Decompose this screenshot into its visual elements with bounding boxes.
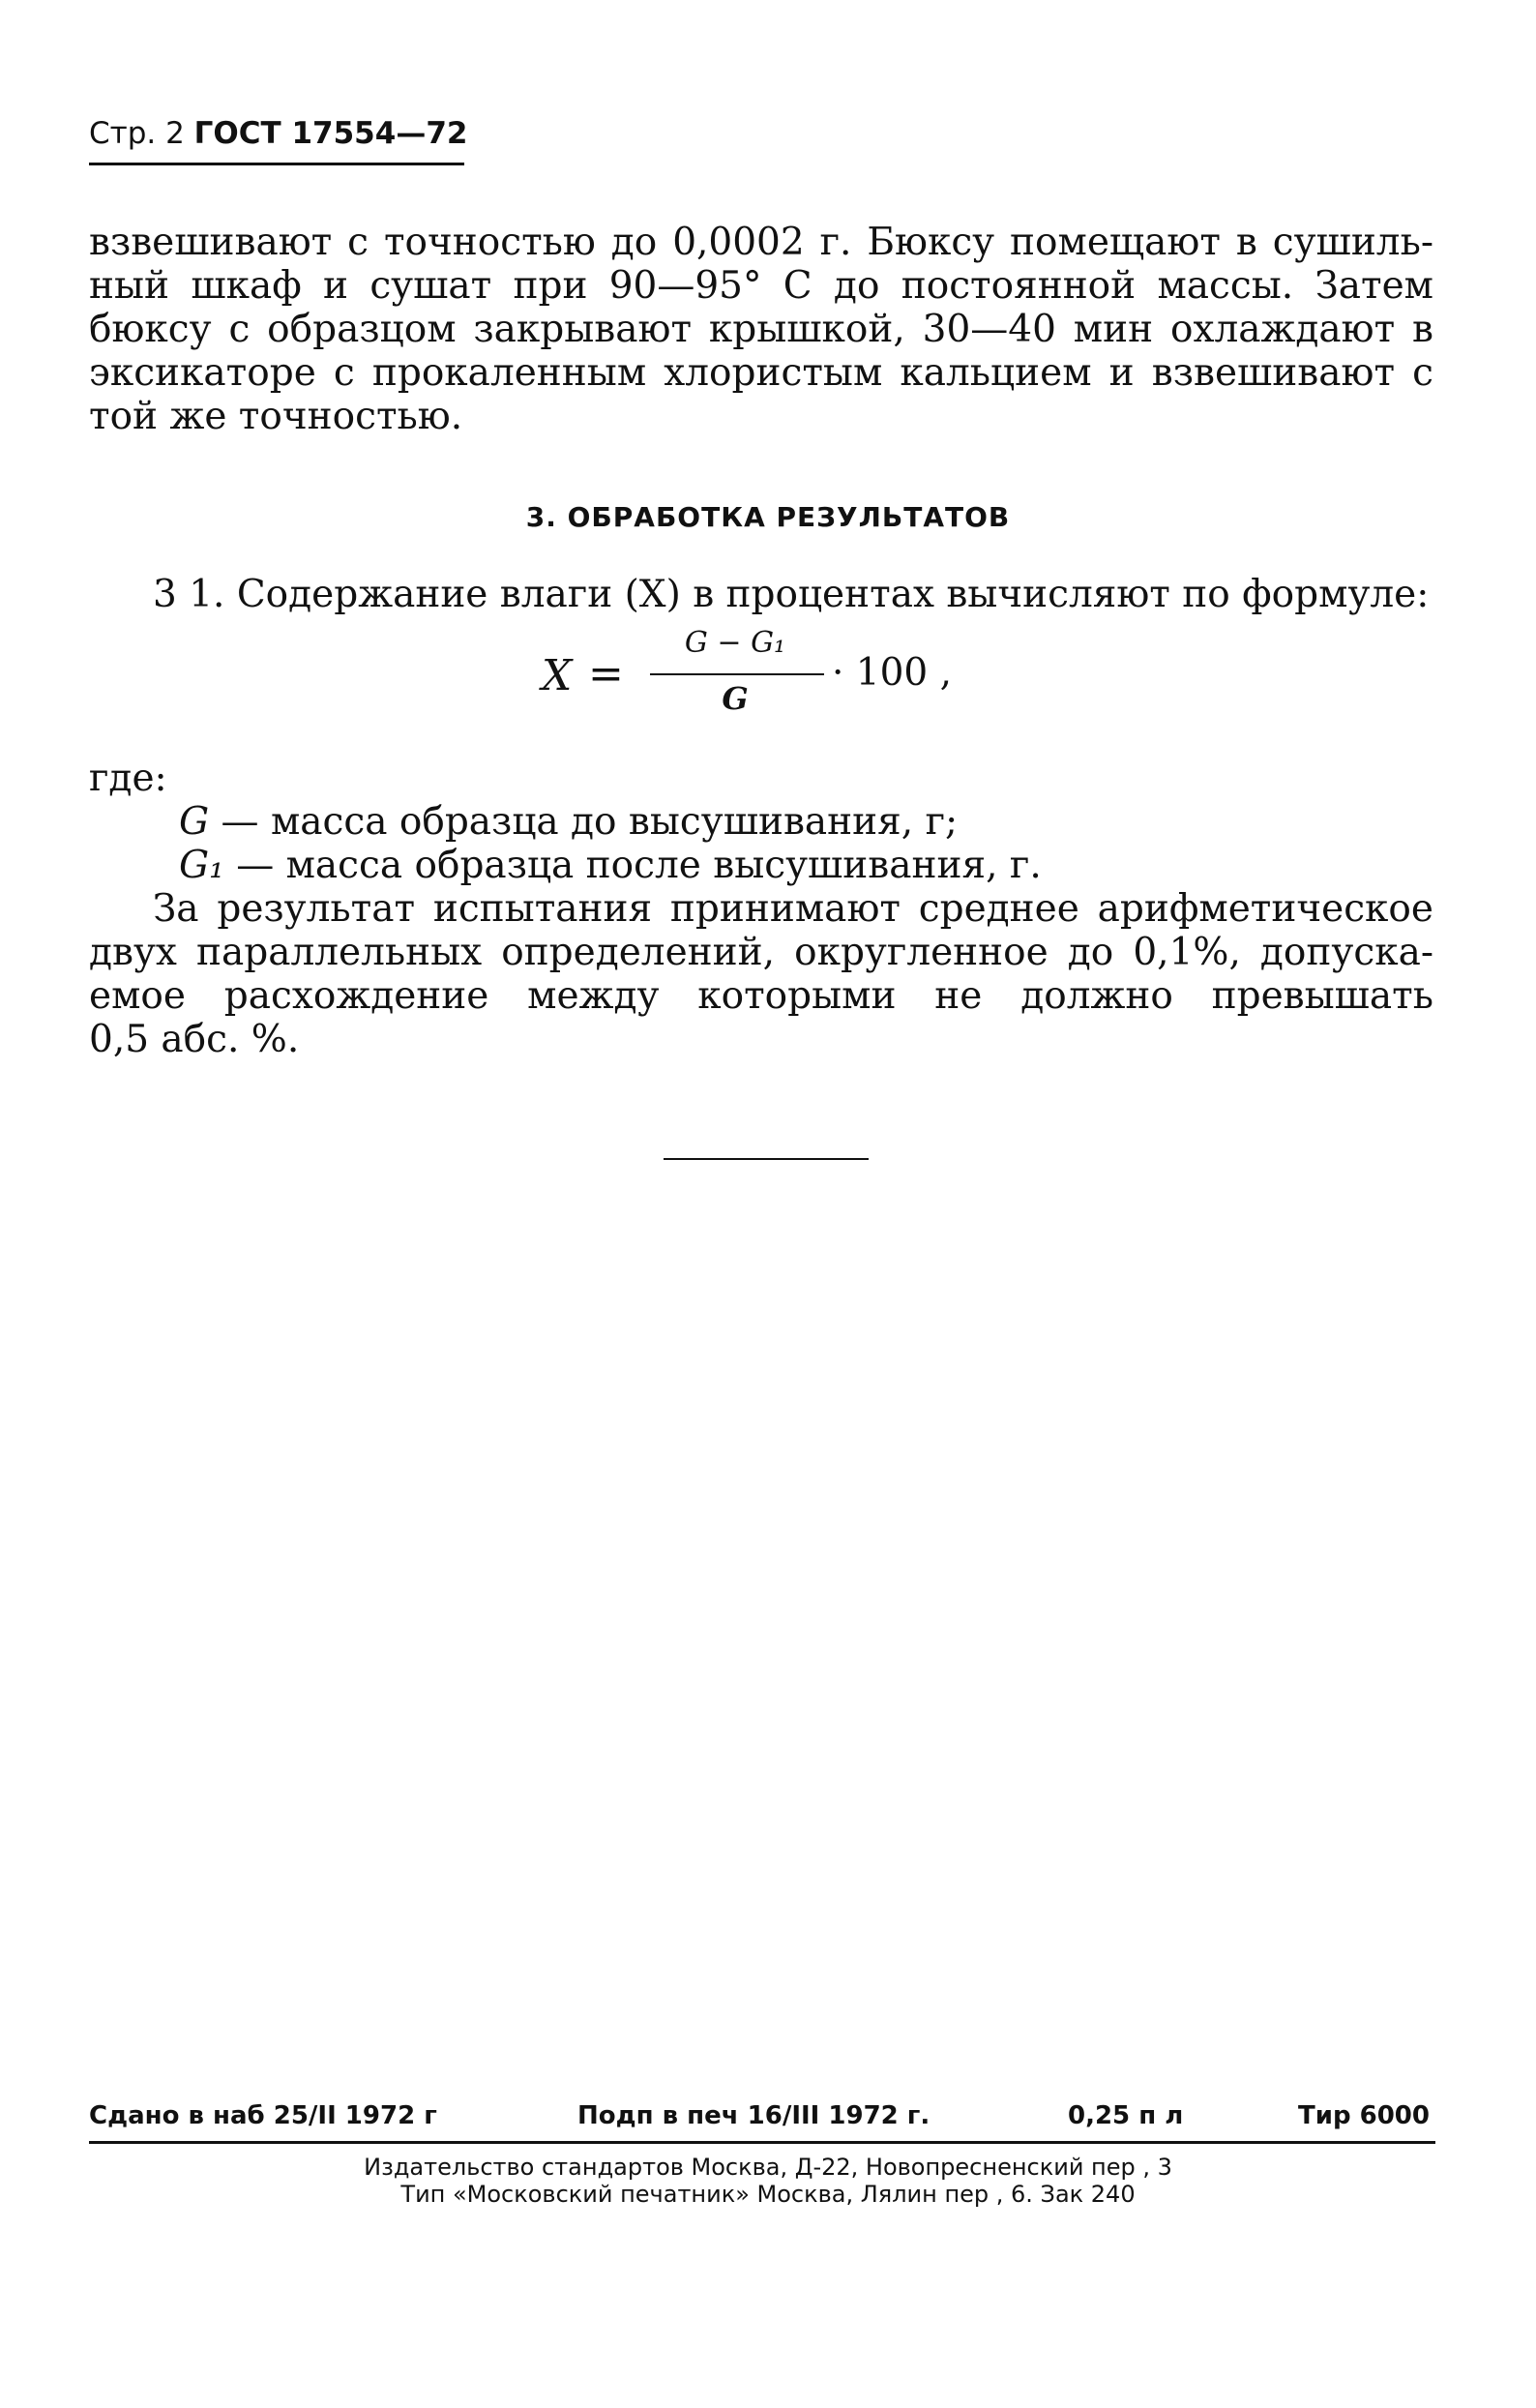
formula-denominator: G [722, 680, 749, 717]
clause-3-1: 3 1. Содержание влаги (X) в процентах вычисляют по формуле: [153, 573, 1430, 616]
imprint-submitted: Сдано в наб 25/II 1972 г [89, 2101, 437, 2130]
definition-g1 [179, 844, 1042, 887]
end-of-text-rule [664, 1158, 869, 1160]
formula-numerator: G − G₁ [684, 626, 786, 660]
where-label: где: [89, 757, 167, 800]
definition-g [179, 800, 958, 844]
formula-equals: = [588, 649, 624, 699]
paragraph-line: взвешивают с точностью до 0,0002 г. Бюксу помещают в сушиль- [89, 221, 1433, 264]
definition-text: — масса образца до высушивания, г; [209, 800, 959, 844]
imprint-sheets: 0,25 п л [1068, 2101, 1184, 2130]
paragraph-line: емое расхождение между которыми не должно превышать [89, 974, 1433, 1018]
publisher-line-2: Тип «Московский печатник» Москва, Лялин пер , 6. Зак 240 [400, 2181, 1136, 2208]
imprint-signed: Подп в печ 16/III 1972 г. [577, 2101, 930, 2130]
publisher-line-1: Издательство стандартов Москва, Д-22, Новопресненский пер , 3 [364, 2154, 1172, 2181]
header-underline [89, 163, 464, 165]
paragraph-line: За результат испытания принимают среднее арифметическое [153, 887, 1433, 931]
standard-number: ГОСТ 17554—72 [193, 116, 468, 151]
page-header [89, 114, 467, 153]
paragraph-line: бюксу с образцом закрывают крышкой, 30—40 мин охлаждают в [89, 308, 1433, 351]
formula-lhs: X [542, 651, 573, 700]
moisture-formula [542, 626, 1045, 740]
paragraph-line: той же точностью. [89, 395, 463, 438]
definition-symbol: G [179, 800, 210, 844]
fraction-bar [650, 673, 824, 675]
paragraph-line: эксикаторе с прокаленным хлористым кальцием и взвешивают с [89, 351, 1433, 395]
paragraph-line: 0,5 абс. %. [89, 1018, 300, 1061]
paragraph-line: двух параллельных определений, округленное до 0,1%, допуска- [89, 931, 1433, 974]
imprint-rule [89, 2141, 1435, 2144]
page-number: Стр. 2 [89, 116, 185, 151]
section-title: 3. ОБРАБОТКА РЕЗУЛЬТАТОВ [525, 501, 1011, 533]
formula-multiplier: · 100 , [832, 651, 953, 695]
result-paragraph [89, 887, 1433, 1061]
paragraph-line: ный шкаф и сушат при 90—95° С до постоянной массы. Затем [89, 264, 1433, 308]
imprint-line [89, 2101, 1433, 2136]
imprint-print-run: Тир 6000 [1298, 2101, 1430, 2130]
definition-symbol: G₁ [179, 844, 224, 887]
intro-paragraph [89, 221, 1433, 438]
definition-text: — масса образца после высушивания, г. [223, 844, 1042, 887]
